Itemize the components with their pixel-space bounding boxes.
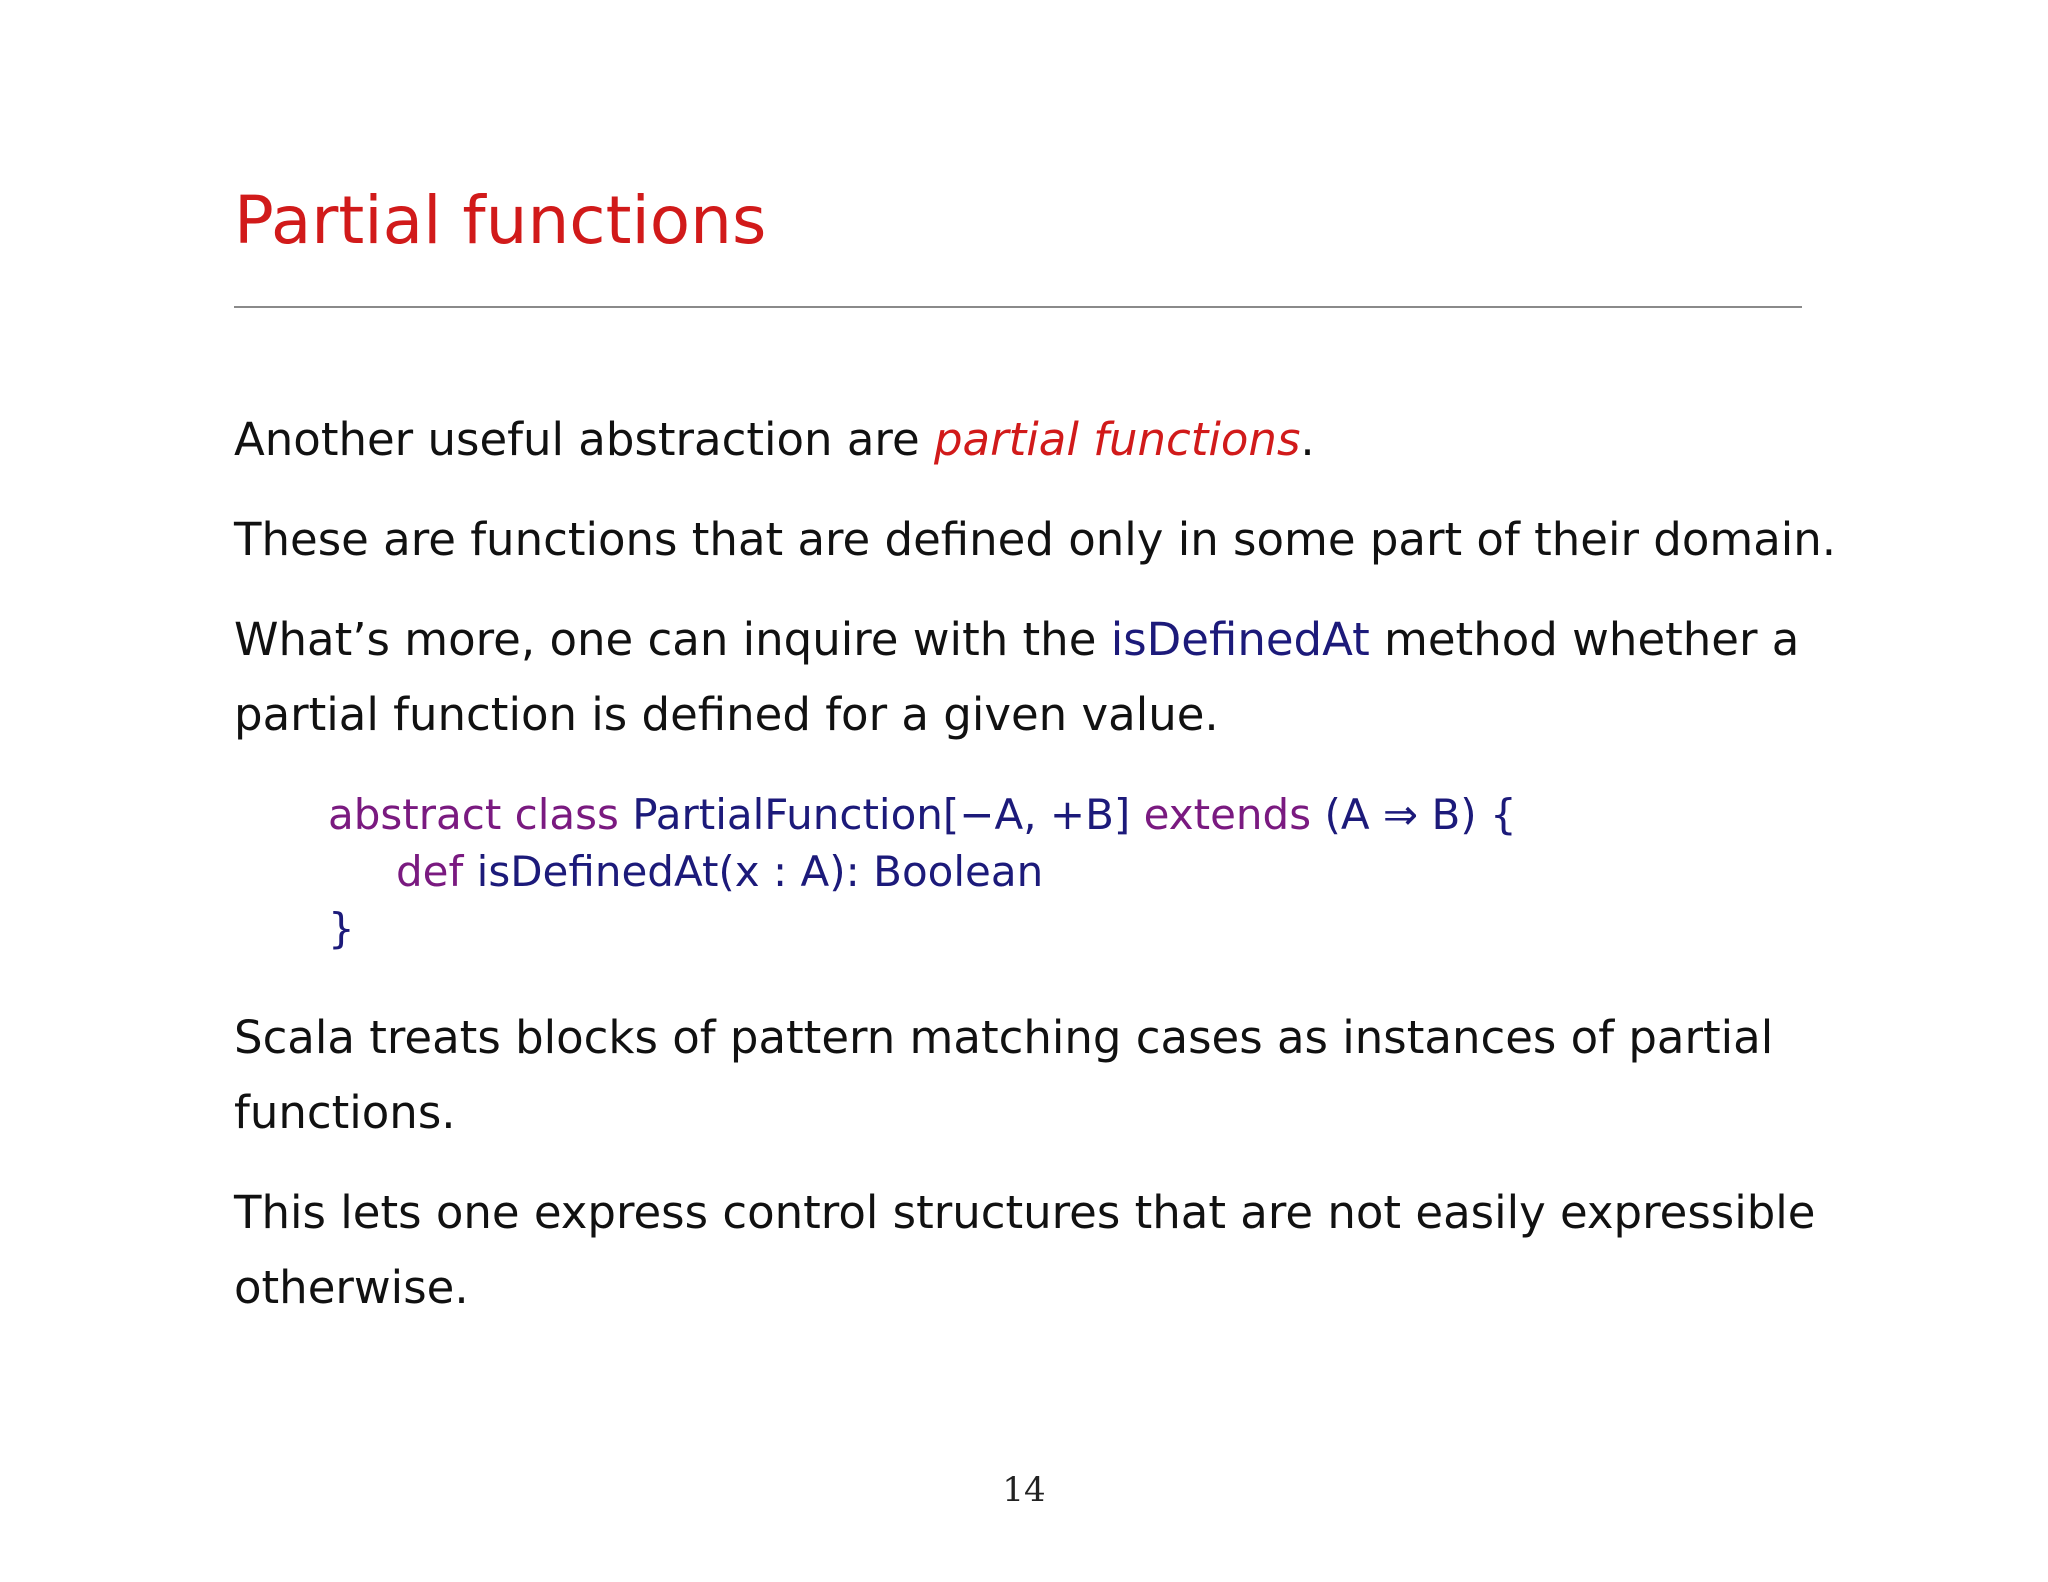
p3-text-after: method whether a	[1369, 613, 1800, 666]
paragraph-definition: These are functions that are defined only in some part of their domain.	[234, 513, 1837, 566]
code-line-1	[328, 786, 1517, 843]
code-block	[328, 786, 1517, 957]
p5-line-1: This lets one express control structures that are not easily expressible	[234, 1186, 1816, 1239]
p3-text-before: What’s more, one can inquire with the	[234, 613, 1111, 666]
p3-method-name: isDefinedAt	[1110, 613, 1370, 666]
p1-text-before: Another useful abstraction are	[234, 413, 934, 466]
code-class-name: PartialFunction[−A, +B]	[618, 790, 1144, 839]
paragraph-partial-functions-intro	[234, 402, 1315, 477]
paragraph-control-structures	[234, 1175, 1815, 1325]
p3-line-1	[234, 602, 1799, 677]
p1-emphasis: partial functions	[933, 413, 1301, 466]
p5-line-2: otherwise.	[234, 1261, 469, 1314]
p4-line-2: functions.	[234, 1086, 456, 1139]
code-keyword-extends: extends	[1143, 790, 1312, 839]
paragraph-pattern-matching	[234, 1000, 1773, 1150]
p1-text-after: .	[1300, 413, 1315, 466]
code-method-signature: isDefinedAt(x : A): Boolean	[463, 847, 1044, 896]
p4-line-1: Scala treats blocks of pattern matching cases as instances of partial	[234, 1011, 1774, 1064]
code-keyword-abstract-class: abstract class	[328, 790, 619, 839]
p3-line-2: partial function is defined for a given value.	[234, 688, 1219, 741]
slide-title: Partial functions	[234, 182, 767, 259]
code-parent-type: (A ⇒ B) {	[1311, 790, 1517, 839]
title-divider	[234, 306, 1802, 308]
code-line-3: }	[328, 904, 355, 953]
code-keyword-def: def	[396, 847, 464, 896]
paragraph-isdefinedat	[234, 602, 1799, 752]
page-number: 14	[1002, 1470, 1046, 1510]
code-line-2	[328, 843, 1517, 900]
